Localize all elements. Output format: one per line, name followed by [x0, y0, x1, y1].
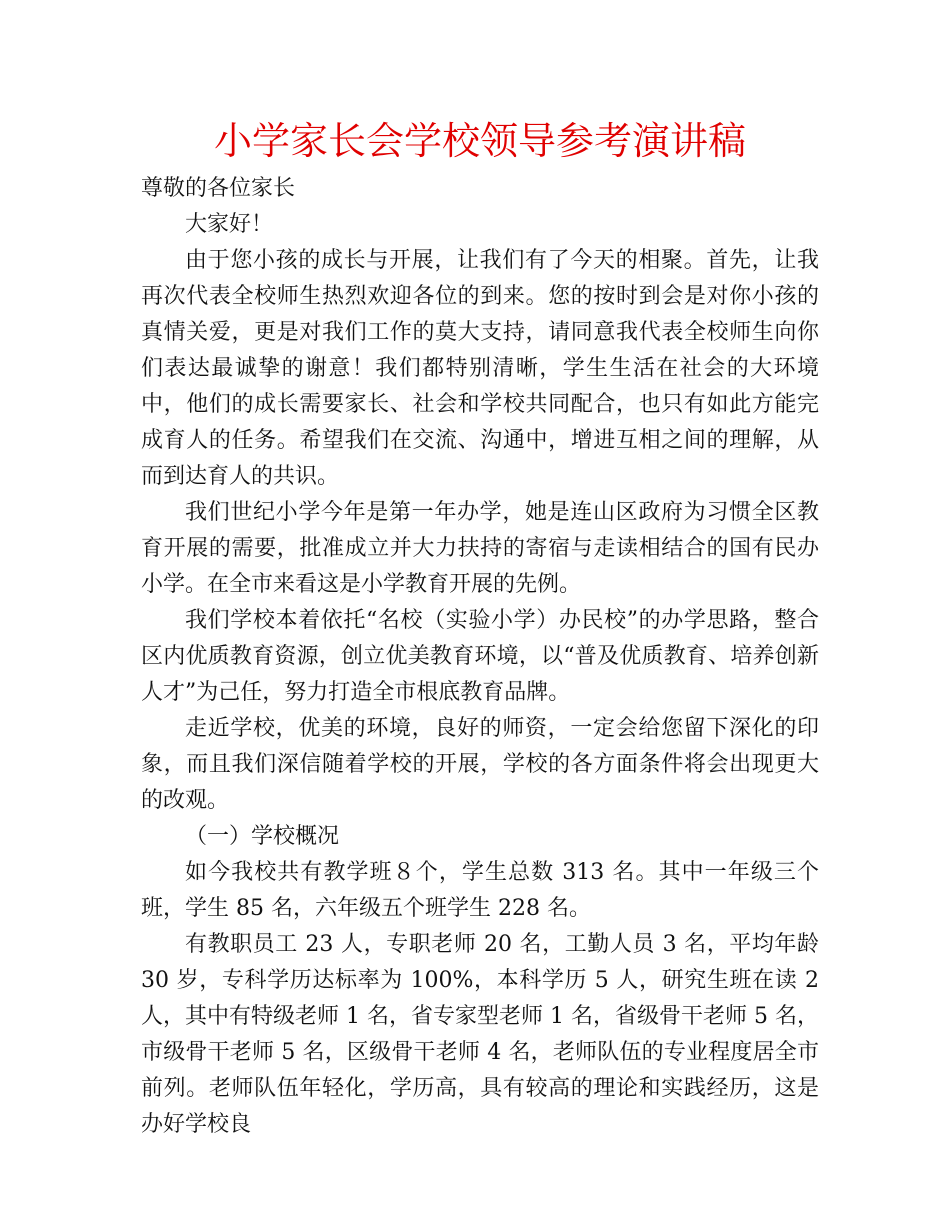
- paragraph-school-founding: 我们世纪小学今年是第一年办学，她是连山区政府为习惯全区教育开展的需要，批准成立并大力扶持的寄宿与走读相结合的国有民办小学。在全市来看这是小学教育开展的先例。: [141, 500, 819, 597]
- document-body: [141, 171, 819, 1143]
- salutation: 尊敬的各位家长: [141, 176, 296, 201]
- paragraph-greeting: 大家好！: [185, 212, 274, 237]
- paragraph-staff: 有教职员工 23 人，专职老师 20 名，工勤人员 3 名，平均年龄 30 岁，专科学历达标率为 100%，本科学历 5 人，研究生班在读 2 人，其中有特级老师 1 名，省专家型老师 1 名，省级骨干老师 5 名，市级骨干老师 5 名，区级骨干老师 4 名，老师队伍的专业程度居全市前列。老师队伍年轻化，学历高，具有较高的理论和实践经历，这是办好学校良: [141, 932, 819, 1137]
- paragraph-school-philosophy: 我们学校本着依托“名校（实验小学）办民校”的办学思路，整合区内优质教育资源，创立优美教育环境，以“普及优质教育、培养创新人才”为己任，努力打造全市根底教育品牌。: [141, 608, 819, 705]
- paragraph-welcome: 由于您小孩的成长与开展，让我们有了今天的相聚。首先，让我再次代表全校师生热烈欢迎各位的到来。您的按时到会是对你小孩的真情关爱，更是对我们工作的莫大支持，请同意我代表全校师生向你们表达最诚挚的谢意！我们都特别清晰，学生生活在社会的大环境中，他们的成长需要家长、社会和学校共同配合，也只有如此方能完成育人的任务。希望我们在交流、沟通中，增进互相之间的理解，从而到达育人的共识。: [141, 248, 819, 489]
- paragraph-students: 如今我校共有教学班８个，学生总数 313 名。其中一年级三个班，学生 85 名，六年级五个班学生 228 名。: [141, 860, 819, 921]
- document-title: 小学家长会学校领导参考演讲稿: [213, 119, 746, 163]
- paragraph-environment: 走近学校，优美的环境，良好的师资，一定会给您留下深化的印象，而且我们深信随着学校的开展，学校的各方面条件将会出现更大的改观。: [141, 716, 819, 813]
- section-heading-overview: （一）学校概况: [185, 824, 340, 849]
